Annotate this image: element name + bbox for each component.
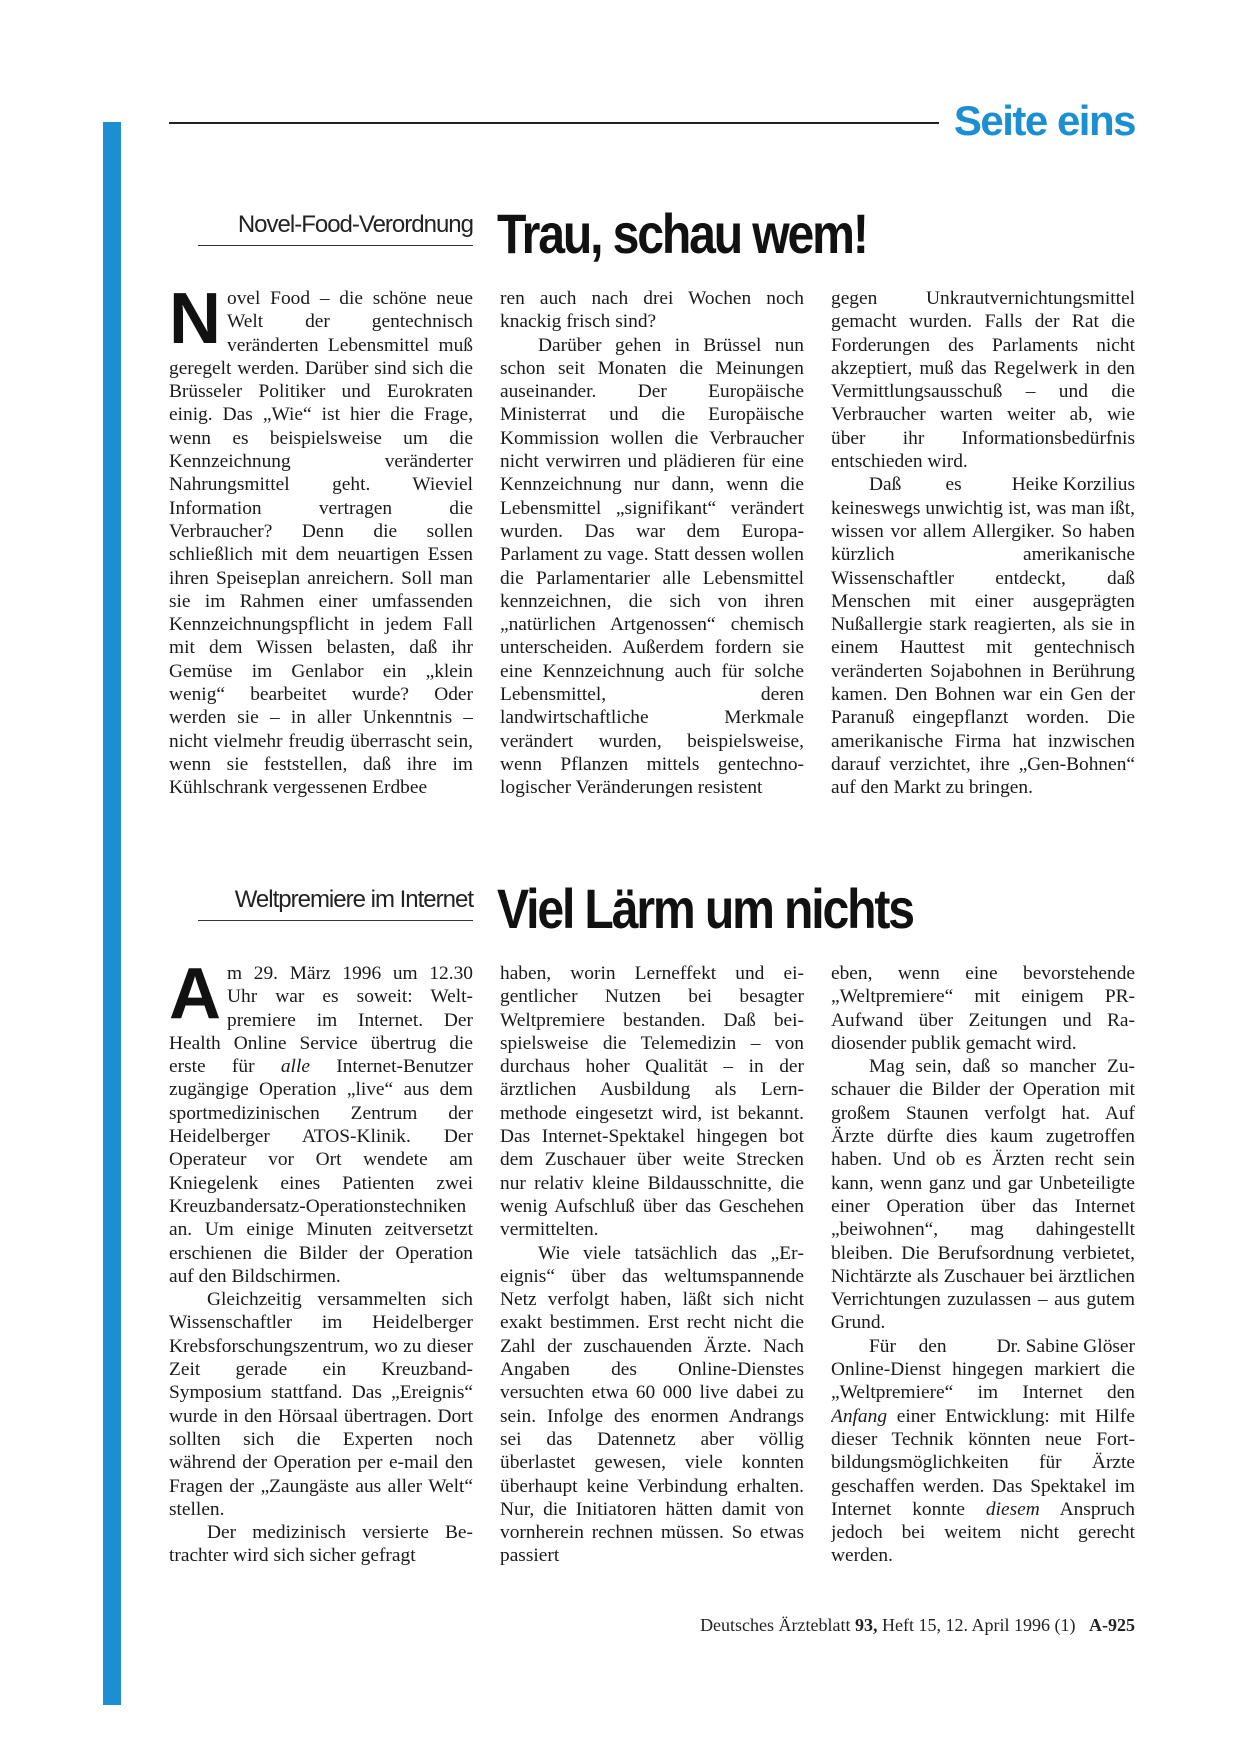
- drop-cap: N: [169, 287, 221, 359]
- article-novel-food: [169, 202, 1135, 835]
- paragraph: Daß es keineswegs unwichtig ist, was man ißt, wissen vor allem Allergiker. So haben kürzlich amerikanische Wissenschaftler entdeckt, daß Menschen mit einer ausgeprägten Nußallergie stark reagierten, als sie in einem Hauttest mit gentechnisch veränderten Sojabohnen in Berührung kamen. Den Bohnen war ein Gen der Paranuß eingepflanzt worden. Die amerikanische Firma hat inzwischen darauf verzichtet, ihre „Gen-Bohnen“ auf den Markt zu bringen.: [831, 474, 1135, 799]
- paragraph: ren auch nach drei Wochen noch knackig frisch sind?: [500, 288, 804, 333]
- journal-name: Deutsches Ärzteblatt: [700, 1615, 851, 1635]
- issue-info: Heft 15, 12. April 1996 (1): [882, 1615, 1076, 1635]
- author-signature: Dr. Sabine Glöser: [996, 1335, 1135, 1357]
- drop-cap: A: [169, 962, 221, 1034]
- article-weltpremiere: [169, 877, 1135, 1600]
- paragraph: Wie viele tatsächlich das „Ereignis“ über das weltumspannende Netz verfolgt haben, läßt sich nicht exakt bestimmen. Erst recht nicht die Zahl der zuschauenden Ärzte. Nach Angaben des Online-Dienstes versuchten etwa 60 000 live dabei zu sein. Infolge des enormen Andrangs sei das Datennetz aber völlig überlastet gewesen, viele konnten überhaupt keine Verbindung erhalten. Nur, die Initiatoren hätten damit von vornherein rechnen müssen. So etwas passiert: [500, 1242, 804, 1567]
- section-label: Seite eins: [953, 97, 1135, 144]
- article-column-3: [831, 287, 1135, 832]
- headline: Trau, schau wem!: [497, 202, 867, 265]
- paragraph: ovel Food – die schöne neue Welt der gentechnisch veränderten Lebensmittel muß geregelt werden. Darüber sind sich die Brüsseler Politiker und Eurokraten einig. Das „Wie“ ist hier die Frage, wenn es beispielsweise um die Kennzeichnung veränderter Nahrungsmittel geht. Wieviel Information vertragen die Verbraucher? Denn die sollen schließlich mit dem neuartigen Essen ihren Speiseplan anreichern. Soll man sie im Rahmen einer umfassenden Kennzeichnungspflicht in jedem Fall mit dem Wissen belasten, daß ihr Gemüse im Genlabor ein „klein wenig“ bearbeitet wurde? Oder werden sie – in aller Unkenntnis – nicht vielmehr freudig überrascht sein, wenn sie feststellen, daß ihre im Kühlschrank vergessenen Erdbee: [169, 288, 473, 799]
- article-column-3: eben, wenn eine bevorstehende „Weltpremiere“ mit einigem PR-Aufwand über Zeitungen und Radiosender publik gemacht wird. Mag sein, daß so mancher Zuschauer die Bilder der Operation mit großem Staunen verfolgt hat. Auf Ärzte dürfte dies kaum zugetroffen haben. Und ob es Ärzten recht sein kann, wenn ganz und gar Unbeteiligte einer Operation über das Internet „beiwohnen“, mag dahingestellt bleiben. Die Berufsordnung verbietet, Nichtärzte als Zuschauer bei ärztlichen Verrichtungen zuzulassen – aus gutem Grund. Dr. Sabine Glöser Für den Online-Dienst hingegen markiert die „Weltpremiere“ im Internet den Anfang einer Entwicklung: mit Hilfe dieser Technik könnten neue Fortbildungsmöglichkeiten für Ärzte geschaffen werden. Das Spektakel im Internet konnte diesem Anspruch jedoch bei weitem nicht gerecht werden.: [831, 963, 1135, 1567]
- kicker-underline: [198, 920, 473, 921]
- paragraph: Gleichzeitig versammelten sich Wissenschaftler im Heidelberger Krebsforschungszentrum, wo zu dieser Zeit gerade ein Kreuzband-Symposium stattfand. Das „Ereignis“ wurde in den Hörsaal übertragen. Dort sollten sich die Experten noch während der Operation per e-mail den Fragen der „Zaungäste aus aller Welt“ stellen.: [169, 1289, 473, 1520]
- kicker: Novel-Food-Verordnung: [237, 211, 473, 238]
- paragraph: eben, wenn eine bevorstehende „Weltpremiere“ mit einigem PR-Aufwand über Zeitungen und Radiosender publik gemacht wird.: [831, 963, 1135, 1054]
- accent-bar: [103, 122, 121, 1705]
- kicker: Weltpremiere im Internet: [234, 886, 473, 913]
- author-signature: Heike Korzilius: [1011, 474, 1135, 496]
- header-rule: [169, 122, 939, 124]
- page-footer: [600, 1615, 1135, 1636]
- article-column-2: [500, 287, 804, 832]
- volume: 93,: [855, 1615, 878, 1635]
- paragraph: haben, worin Lerneffekt und eigentlicher Nutzen bei besagter Weltpremiere bestanden. Daß beispielsweise die Telemedizin – von durchaus hoher Qualität – in der ärztlichen Ausbildung als Lernmethode eingesetzt wird, ist bekannt. Das Internet-Spektakel hingegen bot dem Zuschauer über weite Strecken nur relativ kleine Bildausschnitte, die wenig Aufschluß über das Geschehen vermittelten.: [500, 963, 804, 1241]
- kicker-underline: [198, 245, 473, 246]
- headline: Viel Lärm um nichts: [497, 877, 913, 940]
- paragraph: gegen Unkrautvernichtungsmittel gemacht wurden. Falls der Rat die Forderungen des Parlaments nicht akzeptiert, muß das Regelwerk in den Vermittlungsausschuß – und die Verbraucher warten weiter ab, wie über ihr Informationsbedürfnis entschieden wird.: [831, 288, 1135, 473]
- article-column-1: [169, 287, 473, 832]
- paragraph: Mag sein, daß so mancher Zuschauer die Bilder der Operation mit großem Staunen verfolgt hat. Auf Ärzte dürfte dies kaum zugetroffen haben. Und ob es Ärzten recht sein kann, wenn ganz und gar Unbeteiligte einer Operation über das Internet „beiwohnen“, mag dahingestellt bleiben. Die Berufsordnung verbietet, Nichtärzte als Zuschauer bei ärztlichen Verrichtungen zuzulassen – aus gutem Grund.: [831, 1056, 1135, 1334]
- page-number: A-925: [1089, 1615, 1135, 1635]
- paragraph: Darüber gehen in Brüssel nun schon seit Monaten die Meinungen auseinander. Der Europäische Ministerrat und die Europäische Kommission wollen die Verbraucher nicht verwirren und plädieren für eine Kennzeichnung nur dann, wenn die Lebensmittel „signifikant“ verändert wurden. Das war dem Europa-Parlament zu vage. Statt dessen wollen die Parlamentarier alle Lebensmittel kennzeichnen, die sich von ihren „natürlichen Artgenossen“ chemisch unterscheiden. Außerdem fordern sie eine Kennzeichnung auch für solche Lebensmittel, deren landwirtschaftliche Merkmale verändert wurden, beispielsweise, wenn Pflanzen mittels gentechnologischer Veränderungen resistent: [500, 334, 804, 799]
- paragraph: Der medizinisch versierte Betrachter wird sich sicher gefragt: [169, 1522, 473, 1567]
- article-column-1: Am 29. März 1996 um 12.30 Uhr war es soweit: Weltpremiere im Internet. Der Health Online Service übertrug die erste für alle Internet-Benutzer zugängige Operation „live“ aus dem sportmedizinischen Zentrum der Heidelberger ATOS-Klinik. Der Operateur vor Ort wendete am Kniegelenk eines Patienten zwei Kreuzbandersatz-Operationstechniken an. Um einige Minuten zeitversetzt erschienen die Bilder der Operation auf den Bildschirmen. Gleichzeitig versammelten sich Wissenschaftler im Heidelberger Krebsforschungszentrum, wo zu dieser Zeit gerade ein Kreuzband-Symposium stattfand. Das „Ereignis“ wurde in den Hörsaal übertragen. Dort sollten sich die Experten noch während der Operation per e-mail den Fragen der „Zaungäste aus aller Welt“ stellen. Der medizinisch versierte Betrachter wird sich sicher gefragt: [169, 962, 473, 1567]
- article-column-2: [500, 962, 804, 1592]
